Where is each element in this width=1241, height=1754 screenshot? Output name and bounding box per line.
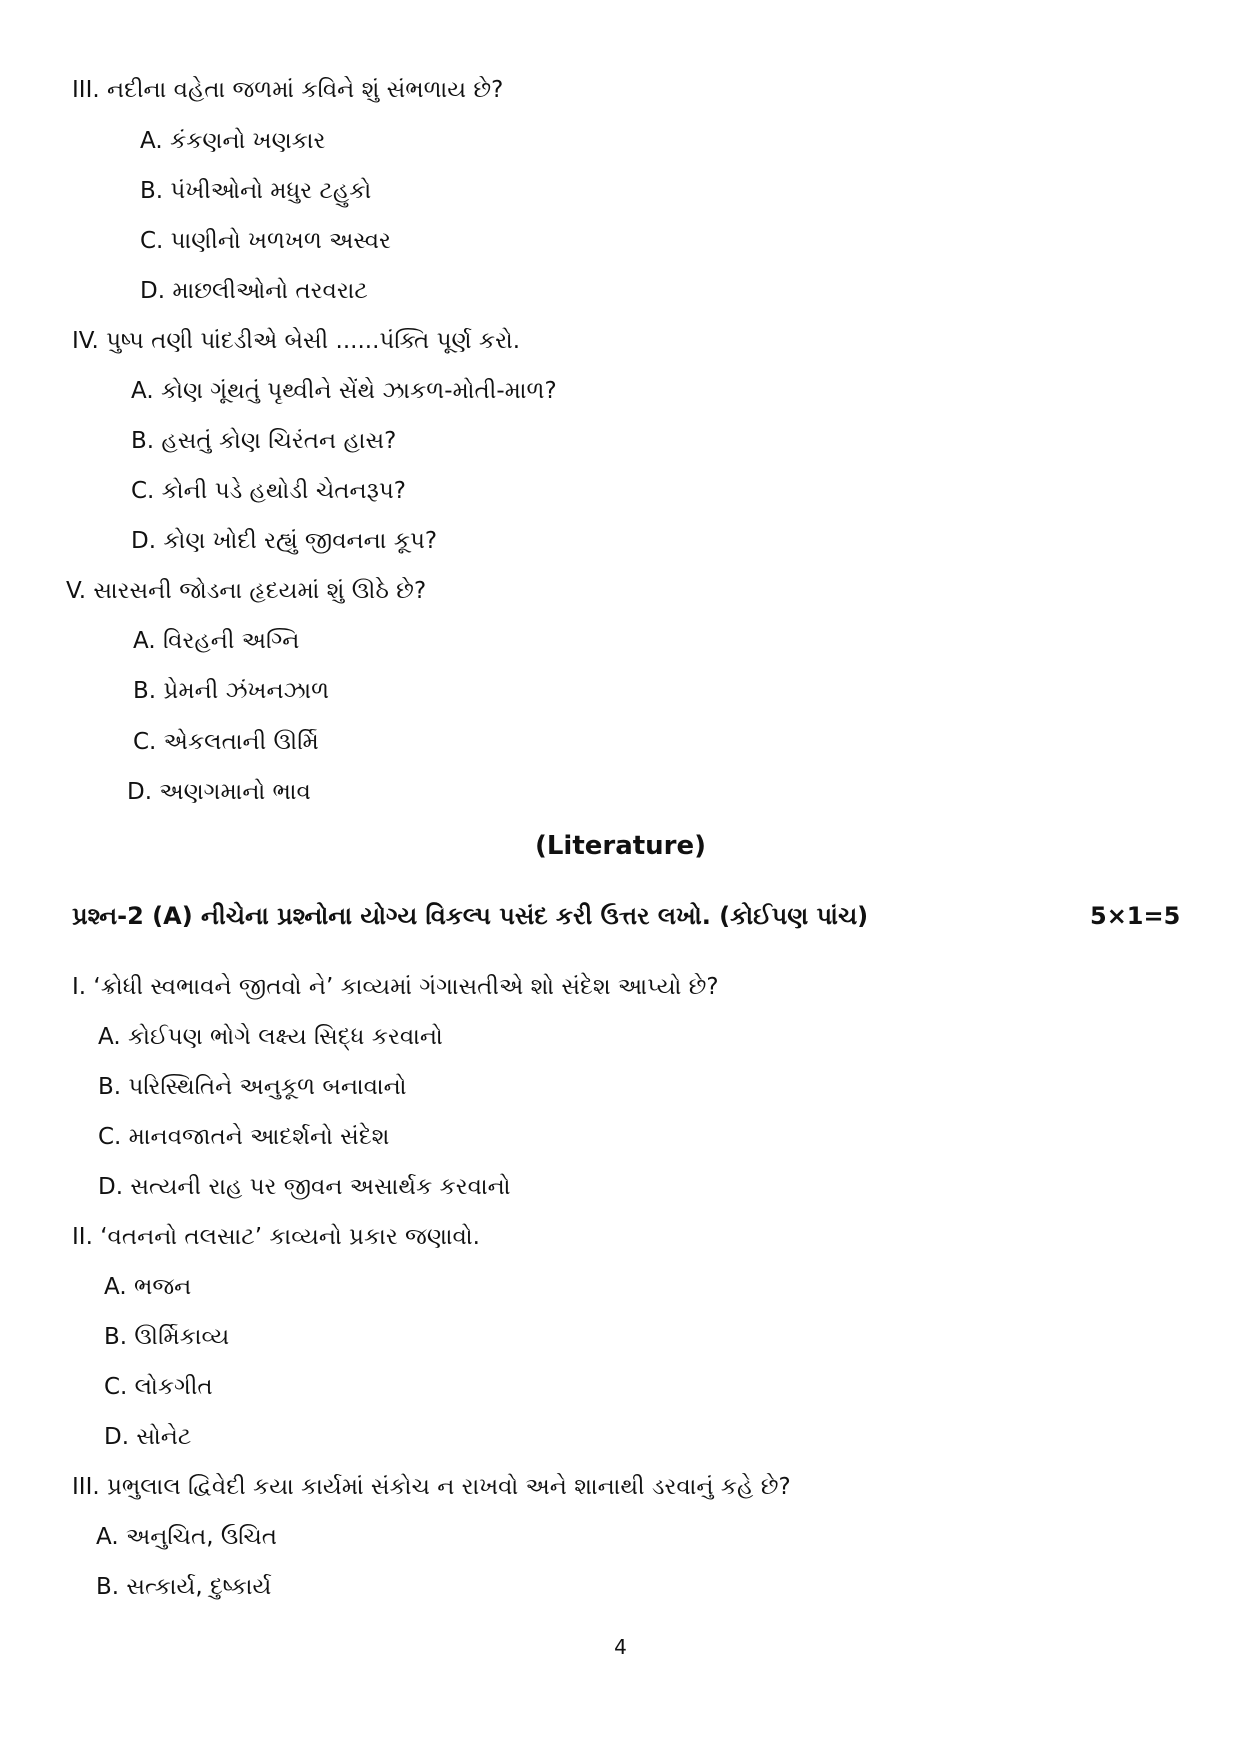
option-b: B. હસતું કોણ ચિરંતન હાસ? <box>131 428 397 454</box>
question-ii-text: II. ‘વતનનો તલસાટ’ કાવ્યનો પ્રકાર જણાવો. <box>72 1224 480 1250</box>
option-b: B. પરિસ્થિતિને અનુકૂળ બનાવાનો <box>98 1074 407 1100</box>
question-v-text: V. સારસની જોડના હૃદયમાં શું ઊઠે છે? <box>66 578 427 604</box>
option-a: A. અનુચિત, ઉચિત <box>96 1524 278 1550</box>
marks-label: 5×1=5 <box>1090 902 1181 930</box>
question-iv-text: IV. પુષ્પ તણી પાંદડીએ બેસી ......પંક્તિ પૂર્ણ કરો. <box>72 328 521 354</box>
option-c: C. એકલતાની ઊર્મિ <box>133 729 319 755</box>
section-title: (Literature) <box>534 831 707 861</box>
question-2-heading: પ્રશ્ન-2 (A) નીચેના પ્રશ્નોના યોગ્ય વિકલ્પ પસંદ કરી ઉત્તર લખો. (કોઈપણ પાંચ) <box>72 902 869 930</box>
question-iii-text: III. પ્રભુલાલ દ્વિવેદી કયા કાર્યમાં સંકોચ ન રાખવો અને શાનાથી ડરવાનું કહે છે? <box>72 1474 791 1500</box>
option-c: C. લોકગીત <box>104 1374 213 1400</box>
option-b: B. પ્રેમની ઝંખનઝાળ <box>133 678 330 704</box>
question-iii-text: III. નદીના વહેતા જળમાં કવિને શું સંભળાય છે? <box>72 77 504 103</box>
option-d: D. માછલીઓનો તરવરાટ <box>140 278 368 304</box>
option-a: A. કોઈપણ ભોગે લક્ષ્ય સિદ્ધ કરવાનો <box>98 1024 443 1050</box>
option-d: D. અણગમાનો ભાવ <box>127 779 311 805</box>
option-c: C. કોની પડે હથોડી ચેતનરૂપ? <box>131 478 406 504</box>
question-i-text: I. ‘ક્રોધી સ્વભાવને જીતવો ને’ કાવ્યમાં ગંગાસતીએ શો સંદેશ આપ્યો છે? <box>72 974 719 1000</box>
option-d: D. કોણ ખોદી રહ્યું જીવનના કૂપ? <box>131 528 438 554</box>
option-a: A. વિરહની અગ્નિ <box>133 628 300 654</box>
option-a: A. કંકણનો ખણકાર <box>140 128 326 154</box>
option-c: C. માનવજાતને આદર્શનો સંદેશ <box>98 1124 390 1150</box>
page-number: 4 <box>614 1635 627 1659</box>
option-d: D. સત્યની રાહ પર જીવન અસાર્થક કરવાનો <box>98 1174 511 1200</box>
option-a: A. કોણ ગૂંથતું પૃથ્વીને સેંથે ઝાકળ-મોતી-માળ? <box>131 378 557 404</box>
option-b: B. પંખીઓનો મધુર ટહુકો <box>140 178 372 204</box>
option-b: B. ઊર્મિકાવ્ય <box>104 1324 230 1350</box>
option-c: C. પાણીનો ખળખળ અસ્વર <box>140 228 391 254</box>
option-b: B. સત્કાર્ય, દુષ્કાર્ય <box>96 1574 272 1600</box>
option-a: A. ભજન <box>104 1274 192 1300</box>
option-d: D. સોનેટ <box>104 1424 192 1450</box>
